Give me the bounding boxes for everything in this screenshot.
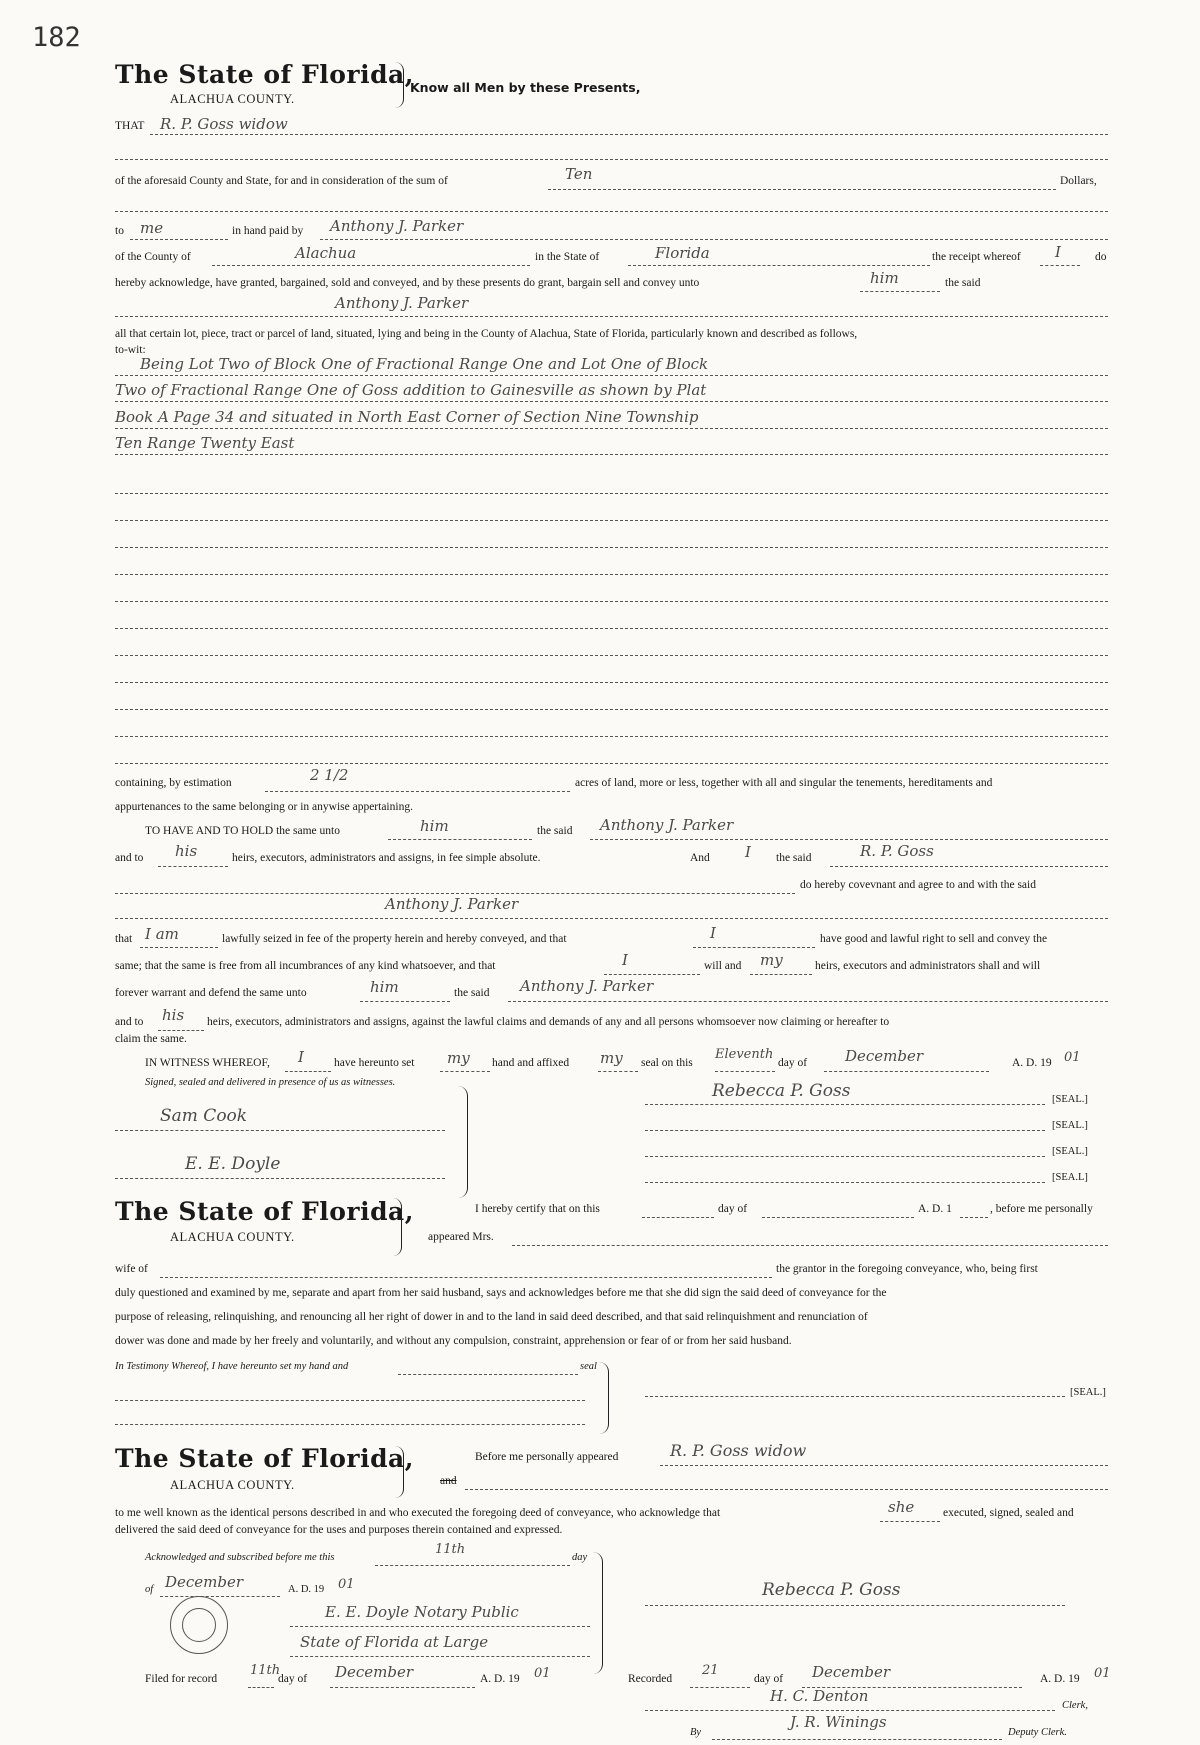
notary-state-handwritten: State of Florida at Large (300, 1633, 489, 1651)
cert-officer-line-1 (115, 1400, 585, 1401)
seal-label-4: [SEA.L] (1052, 1172, 1088, 1183)
ack-subscribed: Acknowledged and subscribed before me this (145, 1552, 335, 1563)
consideration-text: of the aforesaid County and State, for and in consideration of the sum of (115, 175, 448, 187)
hereunto-text: have hereunto set (334, 1057, 415, 1069)
filed-ad: A. D. 19 (480, 1673, 520, 1685)
his-handwritten: his (175, 842, 198, 860)
description-line (115, 375, 1108, 376)
cert-brace (393, 1198, 402, 1256)
heirs-text: heirs, executors, administrators and assigns, in fee simple absolute. (232, 852, 541, 864)
cert-wife-of: wife of (115, 1263, 148, 1275)
ack-line-1b: executed, signed, sealed and (943, 1507, 1074, 1519)
blank-line (115, 520, 1108, 521)
forever-grantee-line (508, 1001, 1108, 1002)
receipt-label: the receipt whereof (932, 251, 1021, 263)
cert-county: ALACHUA COUNTY. (170, 1230, 295, 1244)
heirs-shall-text: heirs, executors and administrators shall and will (815, 960, 1041, 972)
filed-day-handwritten: 11th (250, 1663, 281, 1678)
witness2-handwritten: E. E. Doyle (185, 1154, 281, 1174)
receipt-line (1040, 265, 1080, 266)
ack-brace (395, 1446, 404, 1498)
forever-grantee-handwritten: Anthony J. Parker (520, 977, 654, 995)
blank-line (115, 682, 1108, 683)
recorded-day-line (690, 1687, 750, 1688)
hand-affixed-text: hand and affixed (492, 1057, 570, 1069)
day-line (715, 1071, 775, 1072)
cert-grantor-in: the grantor in the foregoing conveyance, who, being first (776, 1263, 1038, 1275)
his-line (158, 866, 228, 867)
witness-i-handwritten: I (298, 1048, 304, 1066)
forever-handwritten: him (370, 978, 399, 996)
filed-year-handwritten: 01 (534, 1666, 551, 1681)
to-handwritten: me (140, 219, 164, 237)
witness1-line (115, 1130, 445, 1131)
have-the-said: the said (537, 825, 573, 837)
ack-month-handwritten: December (165, 1573, 244, 1591)
i-am-line (140, 947, 218, 948)
ack-day-line (375, 1565, 570, 1566)
ack-year-handwritten: 01 (338, 1577, 355, 1592)
cert-day-line (642, 1217, 714, 1218)
description-line-2: Two of Fractional Range One of Goss addition to Gainesville as shown by Plat (115, 381, 707, 399)
filed-label: Filed for record (145, 1673, 218, 1685)
cert-month-line (762, 1217, 914, 1218)
ack-she-handwritten: she (888, 1498, 915, 1516)
ack-day-word: day (572, 1552, 588, 1563)
ack-and: and (440, 1475, 457, 1487)
blank-line (115, 736, 1108, 737)
good-right-text: have good and lawful right to sell and convey the (820, 933, 1048, 945)
grantee2-handwritten: Anthony J. Parker (335, 294, 469, 312)
sum-handwritten: Ten (565, 165, 593, 183)
cert-line-3: purpose of releasing, relinquishing, and renouncing all her right of dower in and to the land in said deed described, and that said relinquishment and renunciation of (115, 1311, 868, 1323)
to-wit-label: to-wit: (115, 344, 146, 356)
ack-month-line (160, 1596, 280, 1597)
deputy-handwritten: J. R. Winings (790, 1713, 887, 1731)
grantee2-line (115, 316, 1108, 317)
cert-testimony: In Testimony Whereof, I have hereunto set my hand and (115, 1361, 349, 1372)
seized-line (693, 947, 815, 948)
cert-before-me: , before me personally (990, 1203, 1093, 1215)
signed-sealed-text: Signed, sealed and delivered in presence of us as witnesses. (145, 1077, 396, 1088)
grantee-handwritten: Anthony J. Parker (330, 217, 464, 235)
containing-text: containing, by estimation (115, 777, 232, 789)
seal-label-2: [SEAL.] (1052, 1120, 1088, 1131)
his2-line (158, 1030, 204, 1031)
blank-line (115, 601, 1108, 602)
blank-line (115, 574, 1108, 575)
grantor-signature: Rebecca P. Goss (712, 1081, 851, 1101)
same-line (604, 974, 700, 975)
forever-said-label: the said (454, 987, 490, 999)
signature-line-1 (645, 1104, 1045, 1105)
ack-day-handwritten: 11th (435, 1542, 466, 1557)
ack-state-title: The State of Florida, (115, 1444, 414, 1473)
that-label: THAT (115, 120, 145, 132)
to-label: to (115, 225, 124, 237)
blank-line (115, 211, 1108, 212)
day-of-text: day of (778, 1057, 808, 1069)
to-have-text: TO HAVE AND TO HOLD the same unto (145, 825, 340, 837)
by-label: By (690, 1727, 702, 1738)
seized-handwritten: I (710, 924, 716, 942)
cert-day-of: day of (718, 1203, 748, 1215)
cert-ad: A. D. 1 (918, 1203, 952, 1215)
seal-label-3: [SEAL.] (1052, 1146, 1088, 1157)
state-line (628, 265, 930, 266)
recorded-year-handwritten: 01 (1094, 1666, 1111, 1681)
grantor2-handwritten: R. P. Goss (860, 842, 934, 860)
to-line (130, 239, 228, 240)
cert-seal-word: seal (580, 1361, 597, 1372)
page-number: 182 (32, 22, 81, 53)
signature-line-4 (645, 1182, 1045, 1183)
the-said-label: the said (945, 277, 981, 289)
covenant-text: do hereby covevnant and agree to and with the said (800, 879, 1036, 891)
receipt-handwritten: I (1055, 243, 1061, 261)
deputy-line (712, 1739, 1002, 1740)
ack-line-2: delivered the said deed of conveyance for the uses and purposes therein contained and expressed. (115, 1524, 563, 1536)
grantor2-line (830, 866, 1108, 867)
have-line (388, 839, 532, 840)
covenant-grantee-handwritten: Anthony J. Parker (385, 895, 519, 913)
will-and-label: will and (704, 960, 742, 972)
unto-handwritten: him (870, 269, 899, 287)
his2-handwritten: his (162, 1006, 185, 1024)
hereby-text: hereby acknowledge, have granted, bargained, sold and conveyed, and by these presents do grant, bargain sell and convey unto (115, 277, 700, 289)
clerk-handwritten: H. C. Denton (770, 1687, 869, 1705)
cert-testimony-brace (598, 1362, 609, 1434)
signature-line-2 (645, 1130, 1045, 1131)
blank-line (115, 493, 1108, 494)
have-handwritten: him (420, 817, 449, 835)
ack-notary-brace (592, 1552, 603, 1674)
that-label2: that (115, 933, 133, 945)
cert-year-line (960, 1217, 988, 1218)
description-line (115, 401, 1108, 402)
month-line (824, 1071, 989, 1072)
covenant-line (115, 893, 795, 894)
recorded-month-handwritten: December (812, 1663, 891, 1681)
witness1-handwritten: Sam Cook (160, 1106, 248, 1126)
and-to-label: and to (115, 852, 144, 864)
witness2-line (115, 1178, 445, 1179)
day-handwritten: Eleventh (715, 1047, 774, 1062)
witness-i-line (285, 1071, 331, 1072)
cert-state-title: The State of Florida, (115, 1197, 414, 1226)
grantor-line (150, 134, 1108, 135)
dollars-label: Dollars, (1060, 175, 1097, 187)
grantee-line (320, 239, 1108, 240)
ack-of: of (145, 1584, 154, 1595)
have-grantee-line (590, 839, 1108, 840)
county-line (212, 265, 530, 266)
blank-line (115, 547, 1108, 548)
county-handwritten: Alachua (295, 244, 357, 262)
cert-appeared: appeared Mrs. (428, 1231, 494, 1243)
clerk-line (645, 1710, 1055, 1711)
sum-line (548, 189, 1056, 190)
cert-certify-text: I hereby certify that on this (475, 1203, 600, 1215)
deputy-label: Deputy Clerk. (1008, 1727, 1067, 1738)
blank-line (115, 763, 1108, 764)
recorded-ad: A. D. 19 (1040, 1673, 1080, 1685)
header-brace (395, 62, 404, 108)
description-line-4: Ten Range Twenty East (115, 434, 295, 452)
ack-sign-line (645, 1605, 1065, 1606)
filed-month-line (330, 1687, 475, 1688)
state-handwritten: Florida (655, 244, 710, 262)
description-line (115, 454, 1108, 455)
witness-brace (455, 1086, 468, 1198)
all-that-text: all that certain lot, piece, tract or parcel of land, situated, lying and being in the County of Alachua, State of Florida, particularly known and described as follows, (115, 328, 858, 340)
witness-text: IN WITNESS WHEREOF, (145, 1057, 270, 1069)
cert-officer-line-2 (115, 1424, 585, 1425)
and-to2-label: and to (115, 1016, 144, 1028)
in-state-label: in the State of (535, 251, 600, 263)
claim-text: claim the same. (115, 1033, 187, 1045)
notary-seal-inner (182, 1608, 216, 1642)
description-line-3: Book A Page 34 and situated in North East Corner of Section Nine Township (115, 408, 699, 426)
my2-line (440, 1071, 490, 1072)
ack-appeared-line (660, 1465, 1108, 1466)
ack-appeared-handwritten: R. P. Goss widow (670, 1441, 807, 1460)
ack-and-line (465, 1489, 1108, 1490)
clerk-label: Clerk, (1062, 1700, 1088, 1711)
and-label: And (690, 852, 710, 864)
recorded-day-of: day of (754, 1673, 784, 1685)
cert-sign-line (645, 1396, 1065, 1397)
ad-label: A. D. 19 (1012, 1057, 1052, 1069)
ack-signature: Rebecca P. Goss (762, 1580, 901, 1600)
cert-line-2: duly questioned and examined by me, separate and apart from her said husband, says and acknowledges before me that she did sign the said deed of conveyance for the (115, 1287, 887, 1299)
acres-text: acres of land, more or less, together with all and singular the tenements, hereditaments and (575, 777, 993, 789)
forever-line (360, 1001, 450, 1002)
county-name: ALACHUA COUNTY. (170, 92, 295, 106)
ack-ad: A. D. 19 (288, 1584, 325, 1595)
signature-line-3 (645, 1156, 1045, 1157)
seal-label-1: [SEAL.] (1052, 1094, 1088, 1105)
description-line-1: Being Lot Two of Block One of Fractional Range One and Lot One of Block (140, 355, 709, 373)
year-handwritten: 01 (1064, 1050, 1081, 1065)
my3-handwritten: my (600, 1049, 623, 1067)
appurtenances-text: appurtenances to the same belonging or in anywise appertaining. (115, 801, 413, 813)
know-all-men: Know all Men by these Presents, (410, 80, 641, 95)
seal-on-this-text: seal on this (641, 1057, 693, 1069)
filed-day-of: day of (278, 1673, 308, 1685)
ack-she-line (880, 1521, 940, 1522)
cert-seal-label: [SEAL.] (1070, 1387, 1106, 1398)
recorded-day-handwritten: 21 (702, 1663, 719, 1678)
notary-handwritten: E. E. Doyle Notary Public (325, 1603, 519, 1621)
filed-month-handwritten: December (335, 1663, 414, 1681)
cert-husband-line (160, 1277, 772, 1278)
state-title: The State of Florida, (115, 60, 414, 89)
paid-by-label: in hand paid by (232, 225, 304, 237)
ack-county: ALACHUA COUNTY. (170, 1478, 295, 1492)
have-grantee-handwritten: Anthony J. Parker (600, 816, 734, 834)
blank-line (115, 709, 1108, 710)
of-county-label: of the County of (115, 251, 191, 263)
against-text: heirs, executors, administrators and assigns, against the lawful claims and demands of any and all persons whomsoever now claiming or hereafter to (207, 1016, 890, 1028)
blank-line (115, 655, 1108, 656)
do-label: do (1095, 251, 1107, 263)
blank-line (115, 159, 1108, 160)
cert-testimony-line (398, 1374, 578, 1375)
description-line (115, 428, 1108, 429)
my-line (750, 974, 812, 975)
recorded-label: Recorded (628, 1673, 673, 1685)
grantor-handwritten: R. P. Goss widow (160, 115, 288, 133)
month-handwritten: December (845, 1047, 924, 1065)
filed-day-line (248, 1687, 274, 1688)
acres-line (265, 791, 570, 792)
ack-line-1a: to me well known as the identical persons described in and who executed the foregoing deed of conveyance, who acknowledge that (115, 1507, 721, 1519)
same-handwritten: I (622, 951, 628, 969)
and-handwritten: I (745, 843, 751, 861)
my-handwritten: my (760, 951, 783, 969)
notary-line-2 (290, 1656, 590, 1657)
covenant-grantee-line (115, 918, 1108, 919)
same-text: same; that the same is free from all incumbrances of any kind whatsoever, and that (115, 960, 496, 972)
cert-line-4: dower was done and made by her freely and voluntarily, and without any compulsion, constraint, apprehension or fear of or from her said husband. (115, 1335, 792, 1347)
acres-handwritten: 2 1/2 (310, 766, 349, 784)
cert-mrs-line (512, 1245, 1108, 1246)
i-am-handwritten: I am (145, 925, 179, 943)
my2-handwritten: my (447, 1049, 470, 1067)
forever-text: forever warrant and defend the same unto (115, 987, 307, 999)
my3-line (598, 1071, 638, 1072)
ack-before-me: Before me personally appeared (475, 1451, 619, 1463)
seized-text: lawfully seized in fee of the property herein and hereby conveyed, and that (222, 933, 567, 945)
unto-line (860, 291, 940, 292)
notary-line-1 (290, 1626, 590, 1627)
the-said2-label: the said (776, 852, 812, 864)
blank-line (115, 628, 1108, 629)
